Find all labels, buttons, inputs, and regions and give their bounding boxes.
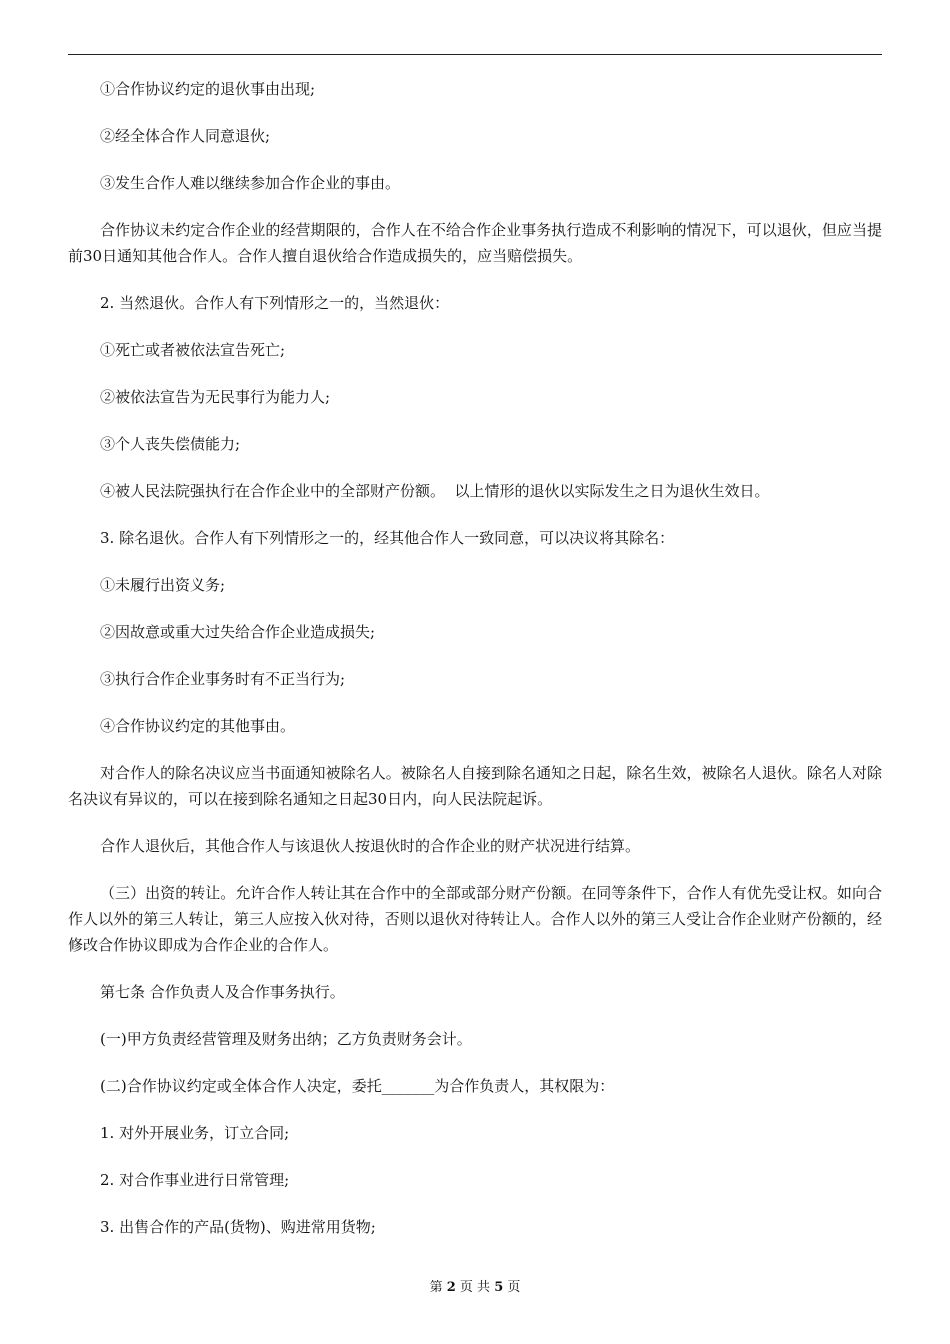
paragraph: ③个人丧失偿债能力; bbox=[100, 435, 241, 453]
document-body bbox=[68, 76, 882, 1261]
header-rule bbox=[68, 54, 882, 55]
footer-prefix: 第 bbox=[429, 1280, 443, 1295]
paragraph: (一)甲方负责经营管理及财务出纳；乙方负责财务会计。 bbox=[100, 1030, 472, 1048]
paragraph: 合作人退伙后，其他合作人与该退伙人按退伙时的合作企业的财产状况进行结算。 bbox=[100, 837, 641, 855]
paragraph: （三）出资的转让。允许合作人转让其在合作中的全部或部分财产份额。在同等条件下，合作人有优先受让权。如向合作人以外的第三人转让，第三人应按入伙对待，否则以退伙对待转让人。合作人以外的第三人受让合作企业财产份额的，经修改合作协议即成为合作企业的合作人。 bbox=[68, 884, 882, 954]
paragraph: ②经全体合作人同意退伙; bbox=[100, 127, 271, 145]
paragraph: ②因故意或重大过失给合作企业造成损失; bbox=[100, 623, 376, 641]
paragraph: ③发生合作人难以继续参加合作企业的事由。 bbox=[100, 174, 401, 192]
paragraph: 1. 对外开展业务，订立合同; bbox=[100, 1124, 290, 1142]
total-page-number: 5 bbox=[494, 1280, 504, 1295]
paragraph: ④被人民法院强执行在合作企业中的全部财产份额。 以上情形的退伙以实际发生之日为退伙生效日。 bbox=[100, 482, 770, 500]
paragraph: ②被依法宣告为无民事行为能力人; bbox=[100, 388, 331, 406]
paragraph: 2. 当然退伙。合作人有下列情形之一的，当然退伙： bbox=[100, 294, 450, 312]
paragraph: ①未履行出资义务; bbox=[100, 576, 226, 594]
footer-middle: 页 共 bbox=[459, 1280, 491, 1295]
paragraph: 对合作人的除名决议应当书面通知被除名人。被除名人自接到除名通知之日起，除名生效，被除名人退伙。除名人对除名决议有异议的，可以在接到除名通知之日起30日内，向人民法院起诉。 bbox=[68, 764, 882, 808]
current-page-number: 2 bbox=[446, 1280, 456, 1295]
paragraph: 第七条 合作负责人及合作事务执行。 bbox=[100, 983, 345, 1001]
paragraph: 3. 出售合作的产品(货物)、购进常用货物; bbox=[100, 1218, 376, 1236]
paragraph: ③执行合作企业事务时有不正当行为; bbox=[100, 670, 346, 688]
paragraph: 2. 对合作事业进行日常管理; bbox=[100, 1171, 290, 1189]
paragraph: ④合作协议约定的其他事由。 bbox=[100, 717, 296, 735]
paragraph: ①死亡或者被依法宣告死亡; bbox=[100, 341, 286, 359]
page-footer bbox=[0, 1276, 950, 1295]
paragraph: 3. 除名退伙。合作人有下列情形之一的，经其他合作人一致同意，可以决议将其除名： bbox=[100, 529, 675, 547]
paragraph: 合作协议未约定合作企业的经营期限的，合作人在不给合作企业事务执行造成不利影响的情况下，可以退伙，但应当提前30日通知其他合作人。合作人擅自退伙给合作造成损失的，应当赔偿损失。 bbox=[68, 221, 882, 265]
paragraph: (二)合作协议约定或全体合作人决定，委托_______为合作负责人，其权限为： bbox=[100, 1077, 615, 1095]
footer-suffix: 页 bbox=[507, 1280, 521, 1295]
paragraph: ①合作协议约定的退伙事由出现; bbox=[100, 80, 316, 98]
